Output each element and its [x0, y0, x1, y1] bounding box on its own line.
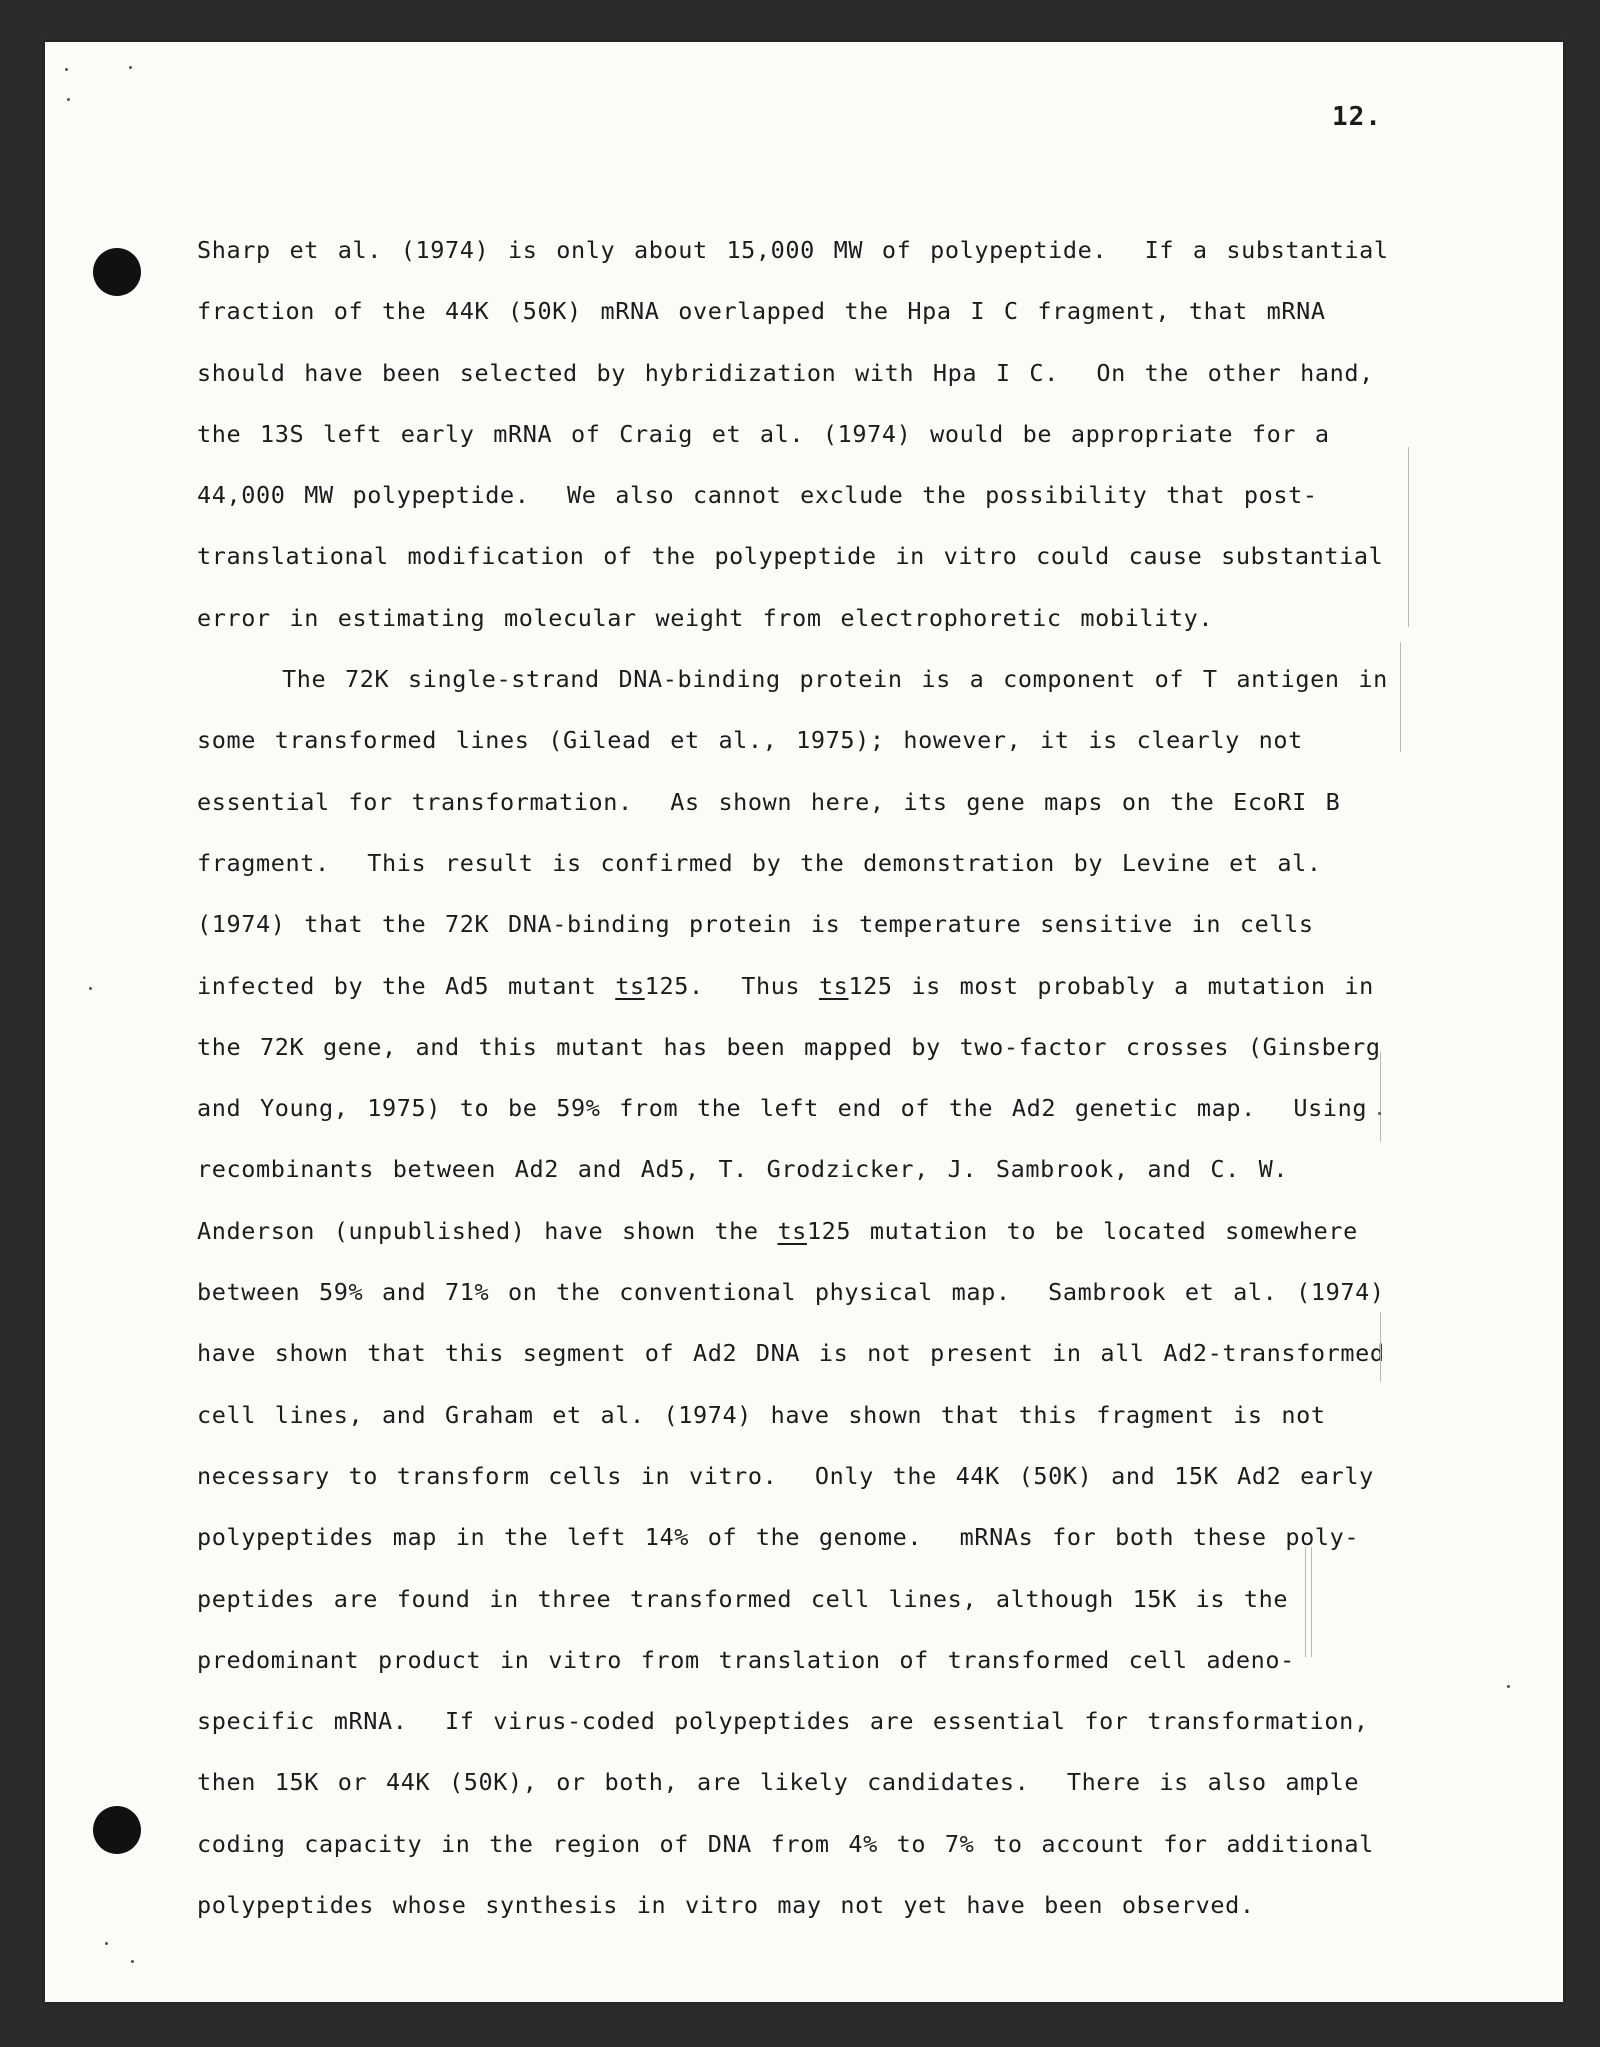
scan-speck: [67, 98, 70, 101]
text-line: [197, 1507, 1457, 1568]
text-line: [197, 1814, 1457, 1875]
text-segment: infected by the Ad5 mutant: [197, 971, 616, 1000]
text-line: [197, 1446, 1457, 1507]
text-segment: essential for transformation. As shown here, its gene maps on the EcoRI B: [197, 787, 1341, 816]
scan-speck: [129, 66, 132, 69]
text-segment: 44,000 MW polypeptide. We also cannot exclude the possibility that post-: [197, 481, 1318, 510]
text-segment: the 72K gene, and this mutant has been mapped by two-factor crosses (Ginsberg: [197, 1032, 1381, 1061]
text-line: [197, 710, 1457, 771]
text-line: [197, 343, 1457, 404]
text-segment: some transformed lines (Gilead et al., 1975); however, it is clearly not: [197, 726, 1303, 755]
text-line: [197, 1385, 1457, 1446]
text-line: [197, 404, 1457, 465]
text-line: [197, 1262, 1457, 1323]
text-line: [197, 465, 1457, 526]
text-line: [197, 833, 1457, 894]
text-line: [197, 281, 1457, 342]
scan-speck: [131, 1960, 134, 1963]
text-line: [197, 1630, 1457, 1691]
scan-speck: [65, 68, 68, 71]
text-segment: between 59% and 71% on the conventional physical map. Sambrook et al. (1974): [197, 1278, 1385, 1307]
body-text: [197, 220, 1457, 1936]
margin-pencil-mark: [1380, 1052, 1381, 1142]
scan-speck: [89, 987, 92, 990]
scan-speck: [105, 1942, 108, 1945]
text-segment: fragment. This result is confirmed by the demonstration by Levine et al.: [197, 848, 1322, 877]
scan-speck: [1507, 1685, 1510, 1688]
text-segment: then 15K or 44K (50K), or both, are likely candidates. There is also ample: [197, 1768, 1360, 1797]
text-segment: polypeptides whose synthesis in vitro may not yet have been observed.: [197, 1891, 1255, 1920]
text-segment: 125 mutation to be located somewhere: [806, 1216, 1358, 1245]
text-segment: the 13S left early mRNA of Craig et al. (1974) would be appropriate for a: [197, 419, 1330, 448]
text-line: [197, 1323, 1457, 1384]
margin-pencil-mark: [1311, 1547, 1312, 1657]
text-line: [197, 1139, 1457, 1200]
text-line: [197, 956, 1457, 1017]
text-segment: have shown that this segment of Ad2 DNA is not present in all Ad2-transformed: [197, 1339, 1385, 1368]
text-line: [197, 1201, 1457, 1262]
text-segment: and Young, 1975) to be 59% from the left end of the Ad2 genetic map. Using: [197, 1094, 1368, 1123]
punch-hole-top: [93, 248, 141, 296]
text-segment: 125 is most probably a mutation in: [848, 971, 1374, 1000]
text-line: [197, 1752, 1457, 1813]
text-segment: recombinants between Ad2 and Ad5, T. Grodzicker, J. Sambrook, and C. W.: [197, 1155, 1289, 1184]
document-page: [45, 42, 1563, 2002]
text-segment: Sharp et al. (1974) is only about 15,000 MW of polypeptide. If a substantial: [197, 236, 1389, 264]
text-line: [197, 1691, 1457, 1752]
text-line: [197, 588, 1457, 649]
punch-hole-bottom: [93, 1806, 141, 1854]
scan-speck: [1378, 1112, 1381, 1115]
text-segment: polypeptides map in the left 14% of the genome. mRNAs for both these poly-: [197, 1523, 1360, 1552]
text-segment: predominant product in vitro from translation of transformed cell adeno-: [197, 1645, 1295, 1674]
text-segment: Anderson (unpublished) have shown the: [197, 1216, 778, 1245]
margin-pencil-mark: [1380, 1312, 1381, 1382]
margin-pencil-mark: [1408, 447, 1409, 627]
underlined-text: ts: [777, 1216, 807, 1245]
text-line: [197, 894, 1457, 955]
text-line: [197, 526, 1457, 587]
text-segment: The 72K single-strand DNA-binding protein is a component of T antigen in: [282, 665, 1388, 694]
text-segment: specific mRNA. If virus-coded polypeptides are essential for transformation,: [197, 1707, 1369, 1736]
text-line: [197, 1017, 1457, 1078]
text-segment: translational modification of the polypeptide in vitro could cause substantial: [197, 542, 1384, 571]
text-segment: cell lines, and Graham et al. (1974) have shown that this fragment is not: [197, 1400, 1326, 1429]
text-line: [197, 1078, 1457, 1139]
text-segment: necessary to transform cells in vitro. Only the 44K (50K) and 15K Ad2 early: [197, 1461, 1374, 1490]
text-segment: error in estimating molecular weight from electrophoretic mobility.: [197, 603, 1214, 632]
text-segment: should have been selected by hybridization with Hpa I C. On the other hand,: [197, 358, 1374, 387]
text-segment: fraction of the 44K (50K) mRNA overlapped the Hpa I C fragment, that mRNA: [197, 297, 1326, 326]
text-segment: peptides are found in three transformed cell lines, although 15K is the: [197, 1584, 1289, 1613]
text-segment: 125. Thus: [644, 971, 819, 1000]
text-segment: coding capacity in the region of DNA from 4% to 7% to account for additional: [197, 1829, 1374, 1858]
text-line: [197, 1569, 1457, 1630]
underlined-text: ts: [615, 971, 645, 1000]
page-number: 12.: [1332, 102, 1382, 132]
margin-pencil-mark: [1305, 1547, 1306, 1657]
text-line: [197, 649, 1457, 710]
text-line: [197, 772, 1457, 833]
text-line: [197, 220, 1457, 281]
text-segment: (1974) that the 72K DNA-binding protein is temperature sensitive in cells: [197, 910, 1314, 939]
margin-pencil-mark: [1400, 642, 1401, 752]
text-line: [197, 1875, 1457, 1936]
underlined-text: ts: [818, 971, 849, 1000]
